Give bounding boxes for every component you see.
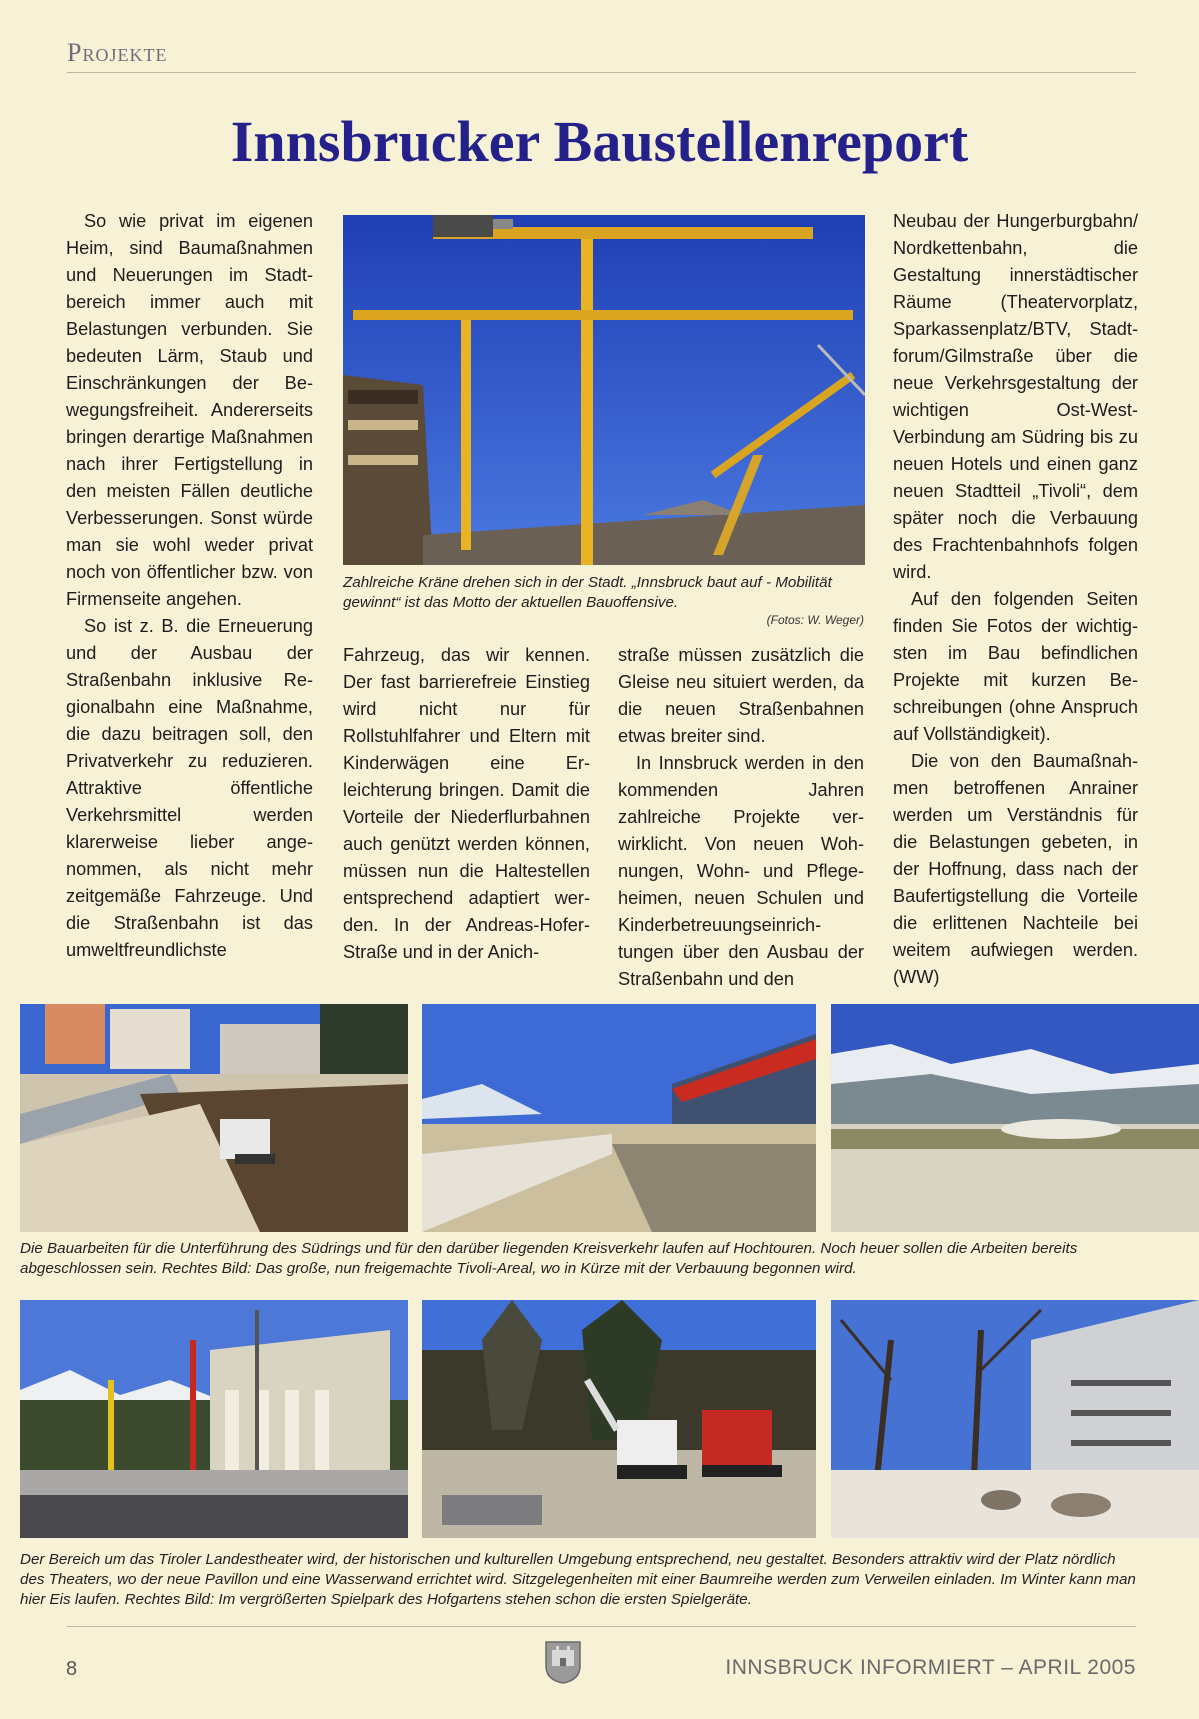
paragraph: Auf den folgenden Seiten finden Sie Fotos der wichtigsten im Bau befindlichen Projekte mit kurzen Beschreibungen (ohne Anspruch auf Vollständigkeit). bbox=[893, 589, 1138, 744]
top-rule bbox=[67, 72, 1136, 73]
paragraph: So ist z. B. die Erneuerung und der Ausbau der Straßenbahn inklusive Regionalbahn eine Maßnahme, die dazu beitragen soll, den Privatverkehr zu reduzieren. Attraktive öffentliche Verkehrsmittel werden klarerweise lieber angenommen, als nicht mehr zeitgemäße Fahrzeuge. Und die Straßenbahn ist das umweltfreundlichste bbox=[66, 616, 313, 960]
photo-excavation bbox=[20, 1004, 408, 1232]
paragraph: In Innsbruck werden in den kommenden Jahren zahlreiche Projekte verwirklicht. Von neuen Wohnungen, Wohn- und Pflegeheimen, neuen Schulen und Kinderbetreuungseinrichtungen über den Ausbau der Straßenbahn und den bbox=[618, 753, 864, 989]
photo-underpass bbox=[422, 1004, 816, 1232]
photo-cranes bbox=[343, 215, 865, 565]
text-column-1 bbox=[66, 208, 313, 964]
paragraph: Neubau der Hungerburgbahn/ Nordkettenbahn, die Gestaltung innerstädtischer Räume (Theatervorplatz, Sparkassenplatz/BTV, Stadtforum/Gilmstraße über die neue Verkehrsgestaltung der wichtigen Ost-West-Verbindung am Südring bis zu neuen Hotels und einen ganz neuen Stadtteil „Tivoli“, dem später noch die Verbauung des Frachtenbahnhofs folgen wird. bbox=[893, 211, 1138, 582]
headline: Innsbrucker Baustellenreport bbox=[230, 109, 969, 174]
photo-credit: (Fotos: W. Weger) bbox=[766, 613, 864, 627]
photo-landestheater bbox=[20, 1300, 408, 1538]
text-column-4 bbox=[893, 208, 1138, 991]
photo-tivoli-area bbox=[831, 1004, 1199, 1232]
innsbruck-crest-icon bbox=[544, 1640, 582, 1684]
photo-excavator bbox=[422, 1300, 816, 1538]
caption-row2: Der Bereich um das Tiroler Landestheater wird, der historischen und kulturellen Umgebung entsprechend, neu gestaltet. Besonders attraktiv wird der Platz nördlich des Theaters, wo der neue Pavillon und eine Wasserwand errichtet wird. Sitzgelegenheiten mit einer Baumreihe werden zum Verweilen einladen. Im Winter kann man hier Eis laufen. Rechtes Bild: Im vergrößerten Spielpark des Hofgartens stehen schon die ersten Spielgeräte. bbox=[20, 1551, 1136, 1608]
bottom-rule bbox=[67, 1626, 1136, 1627]
text-column-3 bbox=[618, 642, 864, 993]
section-label: Projekte bbox=[67, 38, 168, 67]
paragraph: Fahrzeug, das wir kennen. Der fast barrierefreie Einstieg wird nicht nur für Rollstuhlfahrer und Eltern mit Kinderwägen eine Erleichterung bringen. Damit die Vorteile der Niederflurbahnen auch genützt werden können, müssen nun die Haltestellen entsprechend adaptiert werden. In der Andreas-Hofer-Straße und in der Anich- bbox=[343, 645, 590, 962]
caption-row1: Die Bauarbeiten für die Unterführung des Südrings und für den darüber liegenden Kreisverkehr laufen auf Hochtouren. Noch heuer sollen die Arbeiten bereits abgeschlossen sein. Rechtes Bild: Das große, nun freigemachte Tivoli-Areal, wo in Kürze mit der Verbauung begonnen wird. bbox=[20, 1240, 1078, 1277]
paragraph: straße müssen zusätzlich die Gleise neu situiert werden, da die neuen Straßenbahnen etwas breiter sind. bbox=[618, 645, 864, 746]
publication-footer: INNSBRUCK INFORMIERT – APRIL 2005 bbox=[725, 1656, 1136, 1679]
text-column-2 bbox=[343, 642, 590, 966]
photo-hofgarten-playground bbox=[831, 1300, 1199, 1538]
page-number: 8 bbox=[66, 1658, 78, 1680]
caption-cranes: Zahlreiche Kräne drehen sich in der Stadt. „Innsbruck baut auf - Mobilität gewinnt“ ist das Motto der aktuellen Bauoffensive. bbox=[343, 574, 832, 611]
paragraph: Die von den Baumaßnahmen betroffenen Anrainer werden um Verständnis für die Belastungen gebeten, in der Hoffnung, dass nach der Baufertigstellung die Vorteile die erlittenen Nachteile bei weitem aufwiegen werden. (WW) bbox=[893, 751, 1138, 987]
paragraph: So wie privat im eigenen Heim, sind Baumaßnahmen und Neuerungen im Stadtbereich immer auch mit Belastungen verbunden. Sie bedeuten Lärm, Staub und Einschränkungen der Bewegungsfreiheit. Andererseits bringen derartige Maßnahmen nach ihrer Fertigstellung in den meisten Fällen deutliche Verbesserungen. Sonst würde man sie wohl weder privat noch von öffentlicher bzw. von Firmenseite angehen. bbox=[66, 211, 313, 609]
